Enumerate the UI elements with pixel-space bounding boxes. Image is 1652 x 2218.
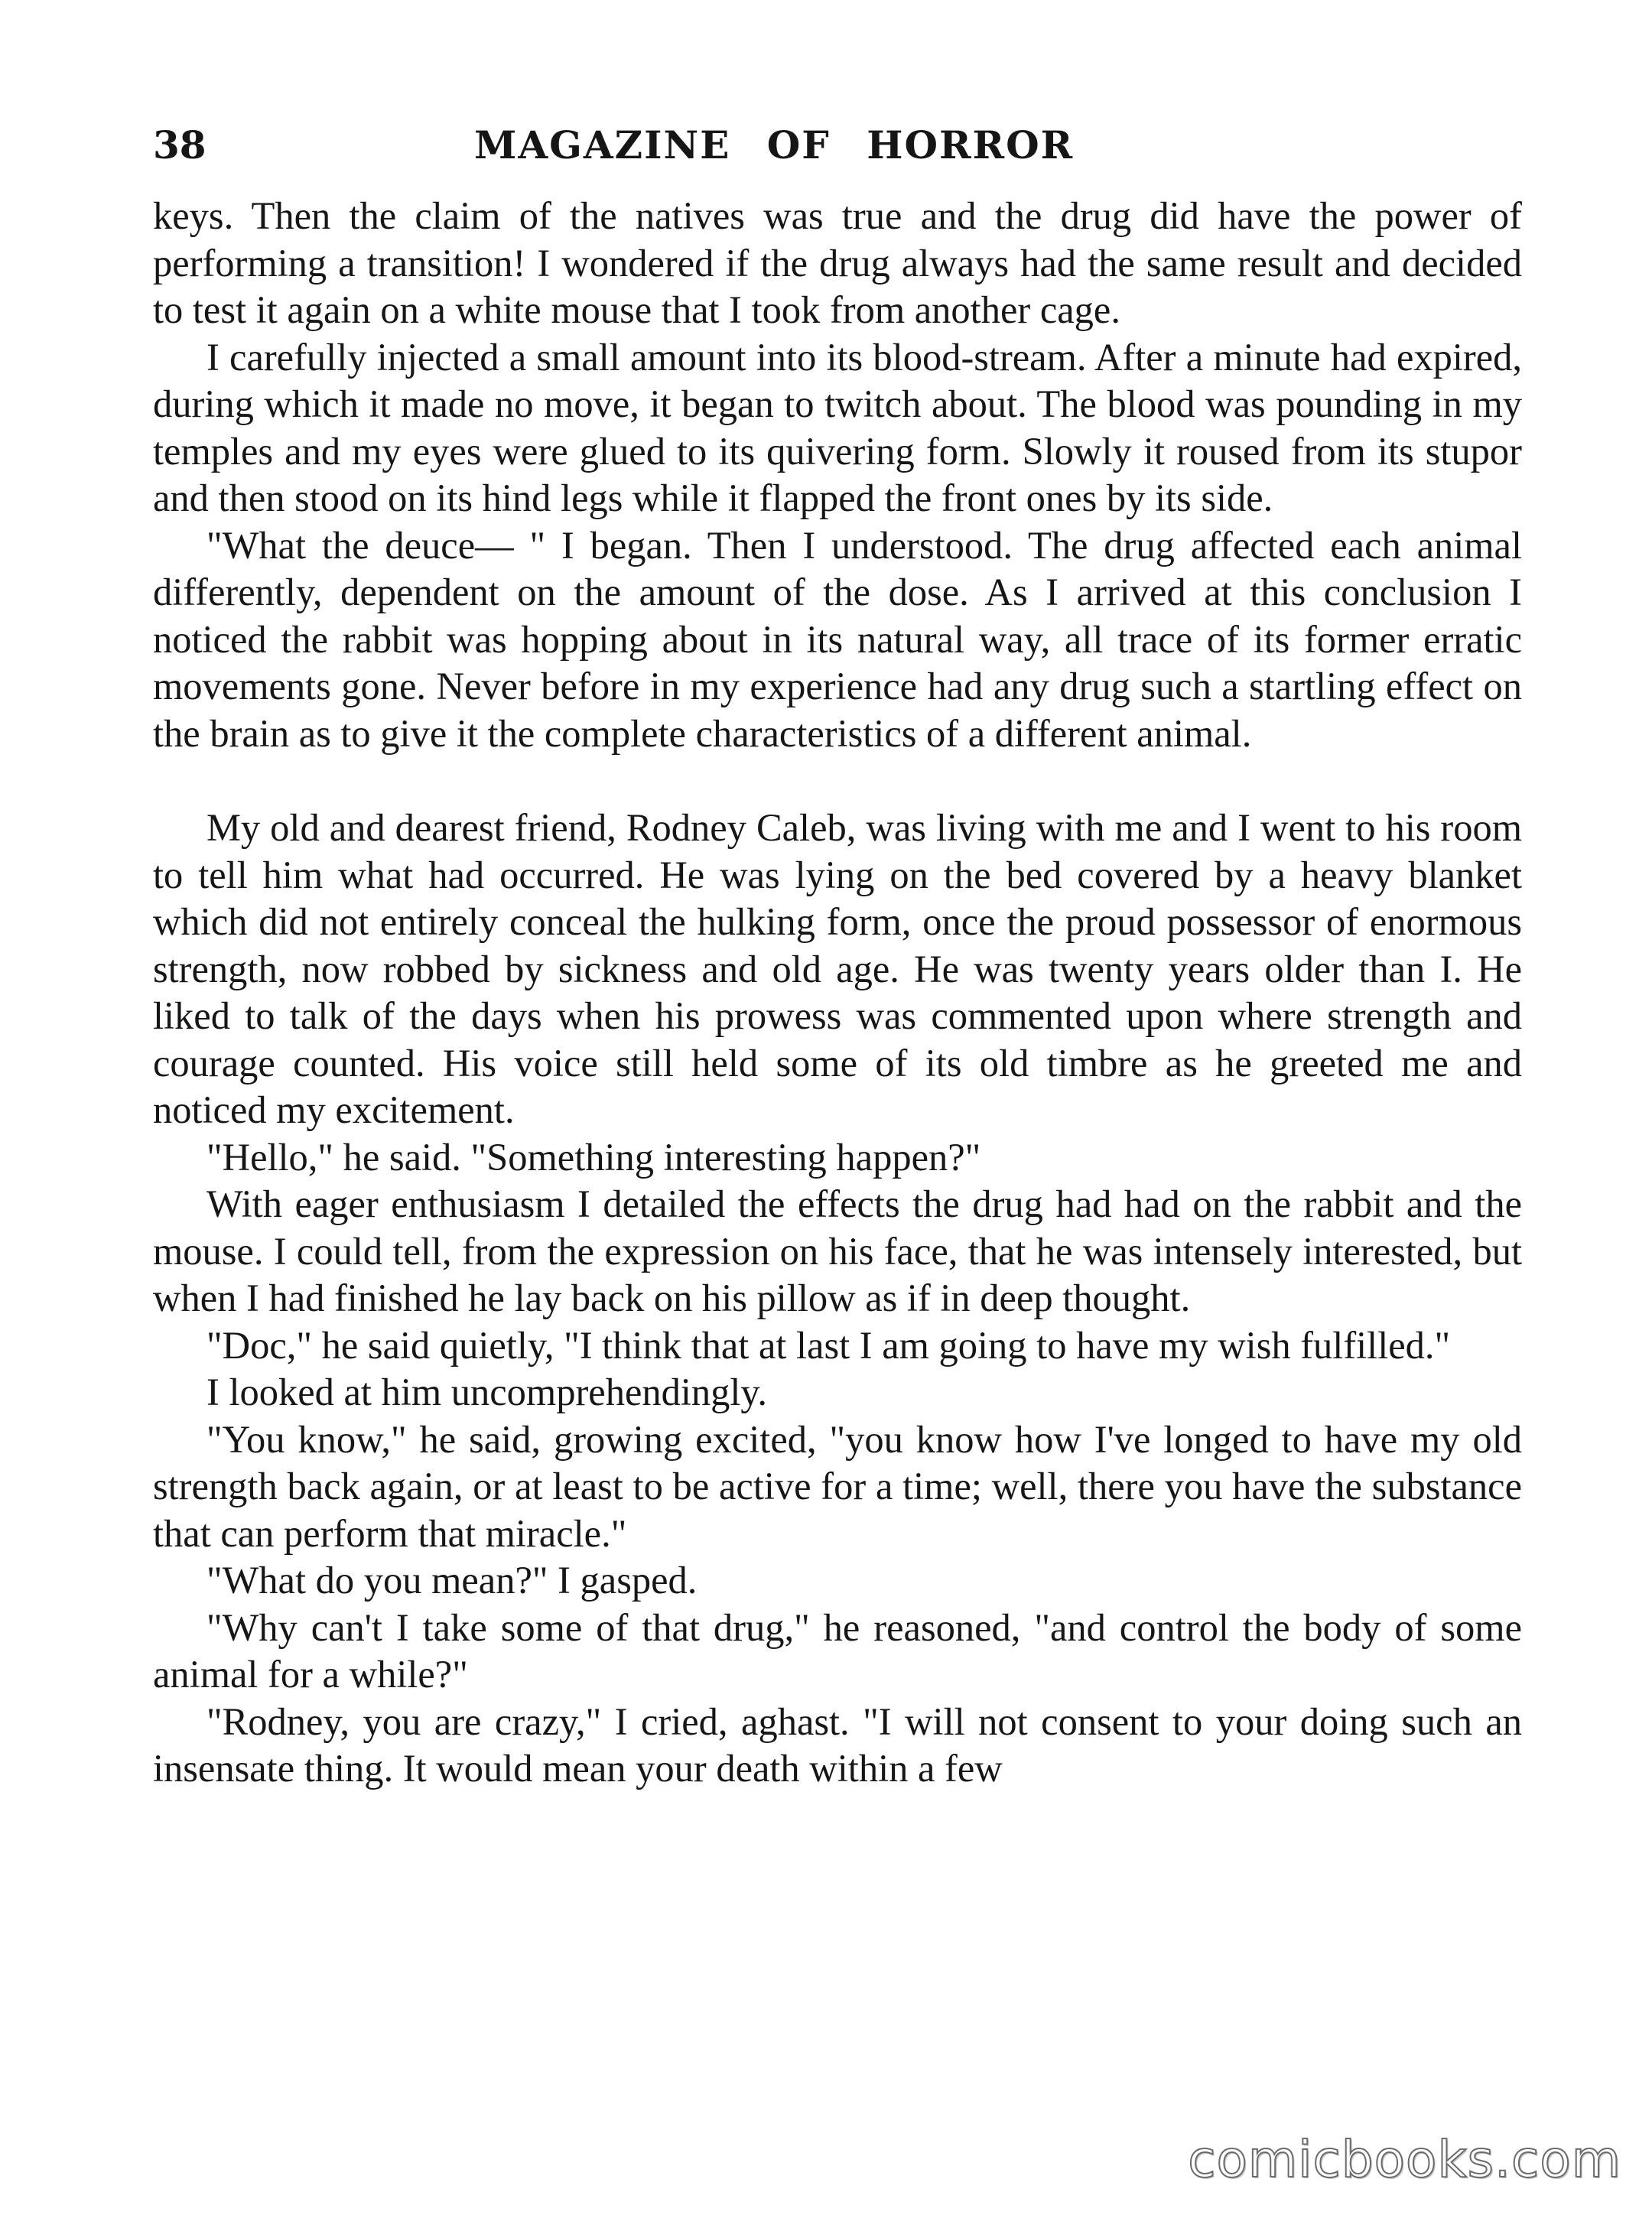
running-title: MAGAZINE OF HORROR	[474, 122, 1075, 167]
paragraph: My old and dearest friend, Rodney Caleb, was living with me and I went to his room to tell him what had occurred. He was lying on the bed covered by a heavy blanket which did not entirely conceal the hulking form, once the proud possessor of enormous strength, now robbed by sickness and old age. He was twenty years older than I. He liked to talk of the days when his prowess was commented upon where strength and courage counted. His voice still held some of its old timbre as he greeted me and noticed my excitement.	[153, 806, 1522, 1131]
paragraph: "Doc," he said quietly, "I think that at last I am going to have my wish fulfilled."	[206, 1323, 1451, 1367]
paragraph: I carefully injected a small amount into its blood-stream. After a minute had expired, during which it made no move, it began to twitch about. The blood was pounding in my temples and my eyes were glued to its quivering form. Slowly it roused from its stupor and then stood on its hind legs while it flapped the front ones by its side.	[153, 335, 1522, 519]
text-section-1	[153, 193, 1522, 757]
paragraph: keys. Then the claim of the natives was true and the drug did have the power of performing a transition! I wondered if the drug always had the same result and decided to test it again on a white mouse that I took from another cage.	[153, 194, 1522, 331]
paragraph: With eager enthusiasm I detailed the effects the drug had had on the rabbit and the mouse. I could tell, from the expression on his face, that he was intensely interested, but when I had finished he lay back on his pillow as if in deep thought.	[153, 1182, 1522, 1319]
page-header	[153, 122, 1522, 193]
paragraph: "Hello," he said. "Something interesting happen?"	[206, 1135, 981, 1179]
paragraph: "Why can't I take some of that drug," he reasoned, "and control the body of some animal for a while?"	[153, 1605, 1522, 1696]
site-watermark: comicbooks.com	[1188, 2130, 1621, 2189]
section-break	[153, 757, 1522, 805]
paragraph: "What the deuce— " I began. Then I understood. The drug affected each animal differently, dependent on the amount of the dose. As I arrived at this conclusion I noticed the rabbit was hopping about in its natural way, all trace of its former erratic movements gone. Never before in my experience had any drug such a startling effect on the brain as to give it the complete characteristics of a different animal.	[153, 523, 1522, 755]
paragraph: "You know," he said, growing excited, "you know how I've longed to have my old strength back again, or at least to be active for a time; well, there you have the substance that can perform that miracle."	[153, 1417, 1522, 1555]
book-page	[153, 122, 1522, 1793]
paragraph: "What do you mean?" I gasped.	[206, 1559, 698, 1602]
text-section-2	[153, 805, 1522, 1793]
paragraph: "Rodney, you are crazy," I cried, aghast. "I will not consent to your doing such an insensate thing. It would mean your death within a few	[153, 1699, 1522, 1790]
story-text	[153, 193, 1522, 1793]
paragraph: I looked at him uncomprehendingly.	[206, 1371, 768, 1413]
page-number: 38	[153, 122, 206, 167]
